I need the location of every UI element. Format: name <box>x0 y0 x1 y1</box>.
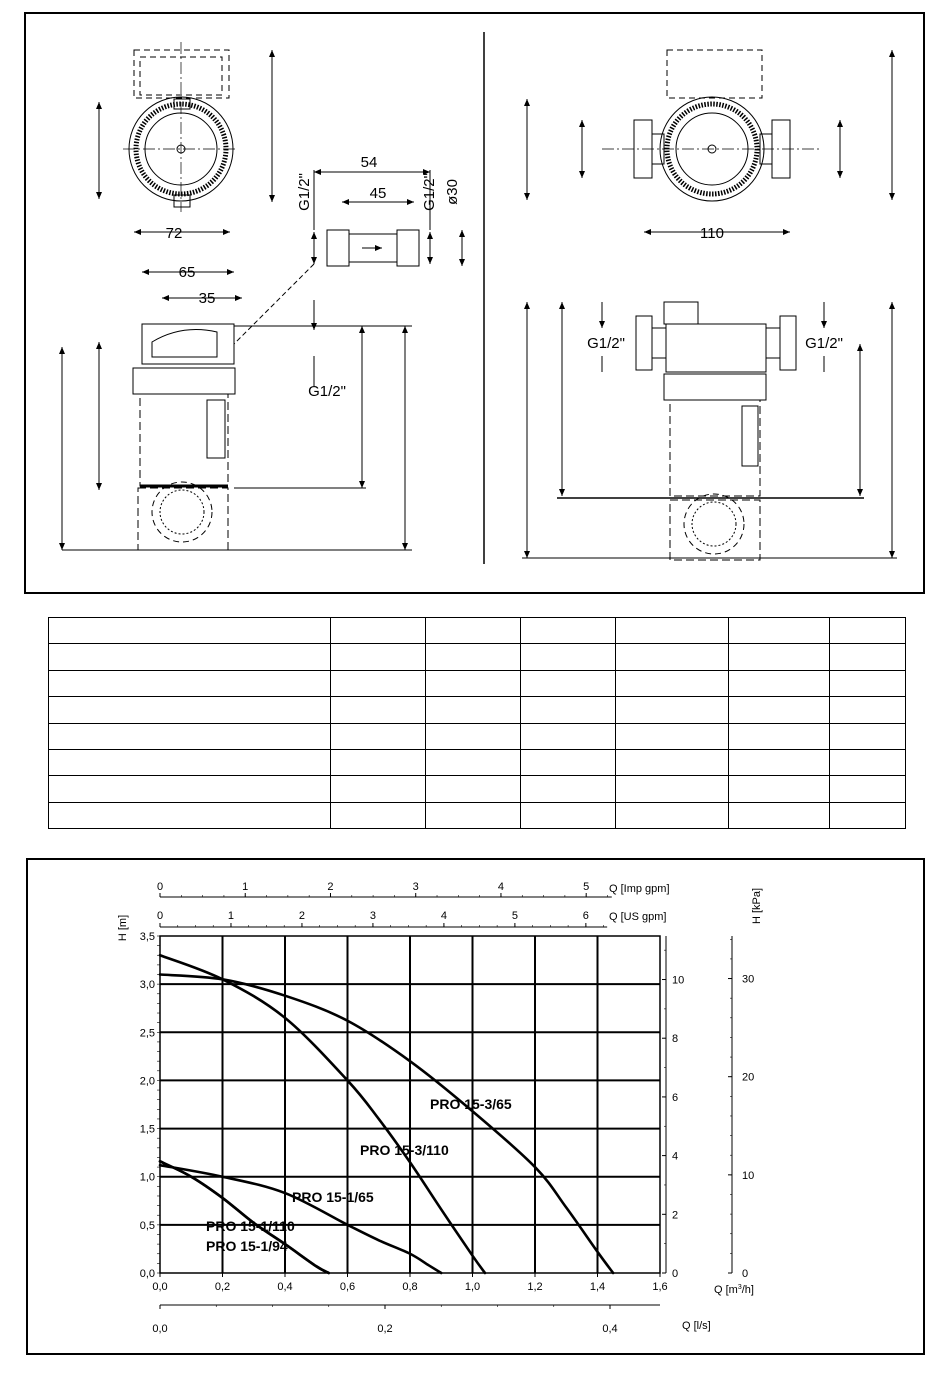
x-tick-label: 0,2 <box>214 1281 231 1293</box>
spec-table-cell <box>616 723 729 749</box>
spec-table-cell <box>331 618 426 644</box>
spec-table-cell <box>830 618 906 644</box>
spec-table-cell <box>49 723 331 749</box>
imp-gpm-tick-label: 4 <box>497 881 505 893</box>
spec-table-cell <box>426 723 521 749</box>
spec-table-cell <box>426 618 521 644</box>
us-gpm-tick-label: 4 <box>440 910 447 922</box>
spec-table-cell <box>830 802 906 828</box>
x-tick-label: 0,4 <box>277 1281 293 1293</box>
thread-label-valve-right: G1/2" <box>421 173 438 211</box>
imp-gpm-tick-label: 1 <box>242 881 249 893</box>
y-tick-label: 0,0 <box>139 1268 155 1280</box>
spec-table-cell <box>49 776 331 802</box>
thread-label-valve-left: G1/2" <box>296 173 313 211</box>
spec-table-cell <box>49 670 331 696</box>
us-gpm-axis-label: Q [US gpm] <box>609 911 667 923</box>
ft-tick-label: 0 <box>672 1268 679 1280</box>
x-tick-label: 1,2 <box>527 1281 543 1293</box>
spec-table-cell <box>729 723 830 749</box>
ft-tick-label: 6 <box>672 1091 679 1104</box>
spec-table-cell <box>49 749 331 775</box>
spec-table-cell <box>616 802 729 828</box>
pump-curve-chart <box>28 860 923 1353</box>
us-gpm-tick-label: 5 <box>511 910 518 922</box>
us-gpm-tick-label: 2 <box>298 910 306 922</box>
thread-label-left: G1/2" <box>308 383 346 400</box>
y-tick-label: 0,5 <box>139 1219 155 1232</box>
x-tick-label: 1,4 <box>589 1281 606 1293</box>
spec-table-cell <box>49 802 331 828</box>
spec-table-row <box>49 776 906 802</box>
spec-table-cell <box>521 697 616 723</box>
spec-table-cell <box>729 802 830 828</box>
spec-table-cell <box>616 618 729 644</box>
us-gpm-tick-label: 0 <box>156 910 164 922</box>
spec-table-cell <box>426 749 521 775</box>
curve-label-pro-15-3-65: PRO 15-3/65 <box>430 1096 512 1112</box>
pump-side-view-left <box>62 272 412 550</box>
x-tick-label: 1,0 <box>464 1281 481 1293</box>
x-tick-label: 0,0 <box>152 1281 168 1293</box>
kpa-axis-label: H [kPa] <box>751 887 763 925</box>
curve-label-pro-15-1-65: PRO 15-1/65 <box>292 1189 374 1205</box>
imp-gpm-axis-label: Q [Imp gpm] <box>609 883 670 895</box>
y-tick-label: 2,5 <box>139 1027 155 1040</box>
kpa-tick-label: 10 <box>742 1169 755 1182</box>
dim-65-label: 65 <box>178 264 196 281</box>
spec-table-row <box>49 697 906 723</box>
spec-table-cell <box>521 749 616 775</box>
ft-tick-label: 2 <box>672 1209 679 1222</box>
y-tick-label: 1,0 <box>139 1171 155 1184</box>
us-gpm-tick-label: 6 <box>582 910 589 922</box>
spec-table-cell <box>426 802 521 828</box>
x-tick-label: 1,6 <box>652 1281 668 1293</box>
pump-top-view-left <box>99 42 272 232</box>
spec-table-cell <box>521 776 616 802</box>
dim-110-label: 110 <box>700 225 724 242</box>
spec-table-cell <box>616 776 729 802</box>
dimension-drawings <box>26 14 923 592</box>
ft-tick-label: 4 <box>672 1150 679 1163</box>
imp-gpm-tick-label: 2 <box>327 881 334 893</box>
pump-top-view-right <box>527 50 892 232</box>
spec-table-cell <box>616 644 729 670</box>
spec-table-row <box>49 749 906 775</box>
spec-table-cell <box>521 723 616 749</box>
x-tick-label: 0,6 <box>339 1281 356 1293</box>
spec-table-cell <box>331 776 426 802</box>
spec-table-cell <box>729 644 830 670</box>
spec-table-cell <box>830 697 906 723</box>
y-tick-label: 3,0 <box>139 979 155 992</box>
kpa-tick-label: 0 <box>742 1268 749 1280</box>
spec-table-cell <box>729 776 830 802</box>
us-gpm-tick-label: 1 <box>227 910 235 922</box>
technical-drawings-panel <box>24 12 925 594</box>
dim-35-label: 35 <box>198 290 216 307</box>
spec-table-cell <box>331 644 426 670</box>
spec-table-cell <box>49 618 331 644</box>
spec-table-cell <box>331 723 426 749</box>
spec-table-cell <box>331 749 426 775</box>
spec-table-cell <box>616 697 729 723</box>
imp-gpm-tick-label: 5 <box>583 881 590 893</box>
spec-table-cell <box>830 644 906 670</box>
spec-table-row <box>49 802 906 828</box>
spec-table-row <box>49 723 906 749</box>
spec-table-cell <box>830 776 906 802</box>
spec-table-row <box>49 670 906 696</box>
diameter-30-label: ø30 <box>444 179 461 205</box>
spec-table-cell <box>616 749 729 775</box>
spec-table-cell <box>729 749 830 775</box>
spec-table-cell <box>729 670 830 696</box>
spec-table-cell <box>426 697 521 723</box>
spec-table-cell <box>830 749 906 775</box>
y-tick-label: 1,5 <box>139 1123 155 1136</box>
dim-72-label: 72 <box>165 225 183 242</box>
y-tick-label: 2,0 <box>139 1075 155 1088</box>
ls-tick-label: 0,4 <box>602 1323 618 1335</box>
x-tick-label: 0,8 <box>402 1281 418 1293</box>
performance-chart-panel <box>26 858 925 1355</box>
spec-table-cell <box>331 697 426 723</box>
spec-table-cell <box>830 723 906 749</box>
us-gpm-tick-label: 3 <box>369 910 376 922</box>
y-tick-label: 3,5 <box>139 931 155 943</box>
spec-table-row <box>49 618 906 644</box>
ft-tick-label: 10 <box>672 974 685 987</box>
spec-table-row <box>49 644 906 670</box>
dim-45-label: 45 <box>369 185 387 202</box>
spec-table-cell <box>331 670 426 696</box>
spec-table-cell <box>331 802 426 828</box>
kpa-tick-label: 30 <box>742 973 755 986</box>
curve-label-pro-15-1-110: PRO 15-1/110 <box>206 1218 295 1234</box>
y-axis-label: H [m] <box>117 914 129 942</box>
ft-tick-label: 8 <box>672 1033 679 1046</box>
spec-table-cell <box>521 644 616 670</box>
spec-table-cell <box>426 670 521 696</box>
curve-label-pro-15-1-94: PRO 15-1/94 <box>206 1238 288 1254</box>
spec-table-cell <box>830 670 906 696</box>
spec-table-cell <box>521 670 616 696</box>
spec-table-cell <box>521 618 616 644</box>
spec-table-cell <box>616 670 729 696</box>
spec-table-cell <box>729 618 830 644</box>
dim-54-label: 54 <box>360 154 378 171</box>
spec-table-cell <box>49 697 331 723</box>
x-axis-label: Q $[m^3/h]$ <box>714 1284 754 1296</box>
spec-table-cell <box>521 802 616 828</box>
imp-gpm-tick-label: 0 <box>156 881 164 893</box>
spec-table-cell <box>49 644 331 670</box>
thread-label-right-2: G1/2" <box>805 335 843 352</box>
imp-gpm-tick-label: 3 <box>412 881 419 893</box>
thread-label-right-1: G1/2" <box>587 335 625 352</box>
spec-table-cell <box>729 697 830 723</box>
ls-tick-label: 0,2 <box>377 1323 393 1335</box>
kpa-tick-label: 20 <box>742 1071 755 1084</box>
spec-table <box>48 617 906 829</box>
ls-tick-label: 0,0 <box>152 1323 168 1335</box>
spec-table-cell <box>426 644 521 670</box>
curve-label-pro-15-3-110: PRO 15-3/110 <box>360 1142 449 1158</box>
spec-table-cell <box>426 776 521 802</box>
ls-axis-label: Q [l/s] <box>682 1320 711 1332</box>
